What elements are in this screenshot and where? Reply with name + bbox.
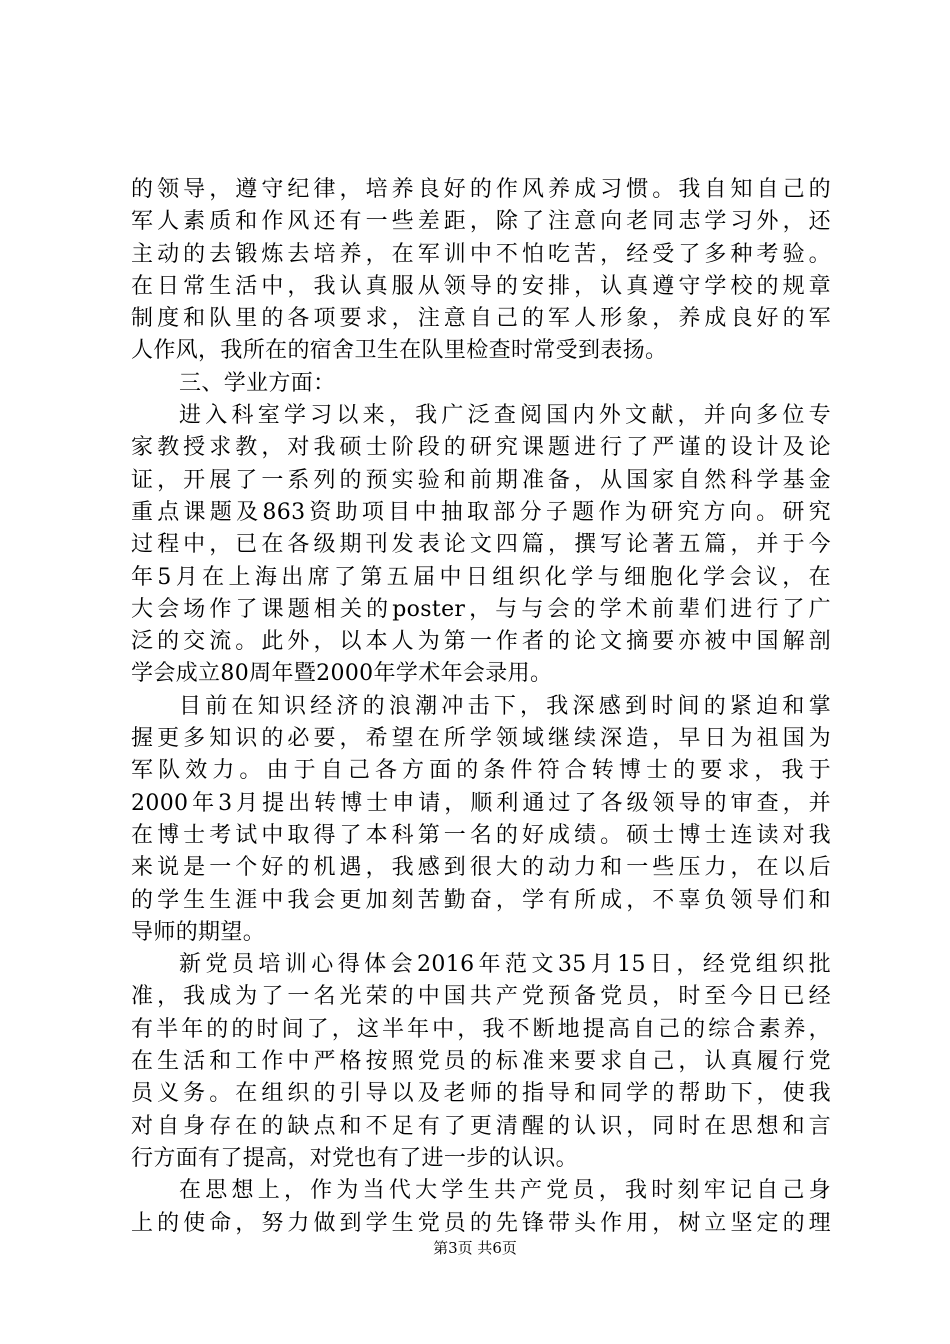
text-line: 重点课题及863资助项目中抽取部分子题作为研究方向。研究 bbox=[131, 499, 831, 525]
text-line: 主动的去锻炼去培养，在军训中不怕吃苦，经受了多种考验。 bbox=[131, 241, 831, 267]
text-line: 在思想上，作为当代大学生共产党员，我时刻牢记自己身 bbox=[179, 1178, 831, 1204]
text-line: 过程中，已在各级期刊发表论文四篇，撰写论著五篇，并于今 bbox=[131, 532, 831, 558]
text-line: 准，我成为了一名光荣的中国共产党预备党员，时至今日已经 bbox=[131, 984, 831, 1010]
text-line: 军人素质和作风还有一些差距，除了注意向老同志学习外，还 bbox=[131, 209, 831, 235]
text-line: 新党员培训心得体会2016年范文35月15日，经党组织批 bbox=[179, 952, 831, 978]
text-line: 在日常生活中，我认真服从领导的安排，认真遵守学校的规章 bbox=[131, 273, 831, 299]
text-line: 行方面有了提高，对党也有了进一步的认识。 bbox=[131, 1145, 579, 1171]
text-line: 三、学业方面： bbox=[179, 370, 336, 396]
text-line: 来说是一个好的机遇，我感到很大的动力和一些压力，在以后 bbox=[131, 855, 831, 881]
text-line: 的领导，遵守纪律，培养良好的作风养成习惯。我自知自己的 bbox=[131, 177, 831, 202]
text-line: 上的使命，努力做到学生党员的先锋带头作用，树立坚定的理 bbox=[131, 1210, 831, 1236]
text-line: 的学生生涯中我会更加刻苦勤奋，学有所成，不辜负领导们和 bbox=[131, 887, 831, 913]
text-line: 学会成立80周年暨2000年学术年会录用。 bbox=[131, 661, 553, 687]
text-line: 目前在知识经济的浪潮冲击下，我深感到时间的紧迫和掌 bbox=[179, 693, 831, 719]
text-line: 进入科室学习以来，我广泛查阅国内外文献，并向多位专 bbox=[179, 403, 831, 429]
text-line: 在生活和工作中严格按照党员的标准来要求自己，认真履行党 bbox=[131, 1049, 831, 1075]
document-body bbox=[131, 174, 831, 1240]
text-line: 制度和队里的各项要求，注意自己的军人形象，养成良好的军 bbox=[131, 306, 831, 332]
text-line: 有半年的的时间了，这半年中，我不断地提高自己的综合素养， bbox=[131, 1016, 831, 1042]
text-line: 在博士考试中取得了本科第一名的好成绩。硕士博士连读对我 bbox=[131, 822, 831, 848]
text-line: 年5月在上海出席了第五届中日组织化学与细胞化学会议，在 bbox=[131, 564, 831, 590]
page-footer: 第3页 共6页 bbox=[433, 1239, 517, 1257]
text-line: 导师的期望。 bbox=[131, 919, 266, 945]
text-line: 2000年3月提出转博士申请，顺利通过了各级领导的审查，并 bbox=[131, 790, 831, 816]
text-line: 证，开展了一系列的预实验和前期准备，从国家自然科学基金 bbox=[131, 467, 831, 493]
text-line: 家教授求教，对我硕士阶段的研究课题进行了严谨的设计及论 bbox=[131, 435, 831, 461]
text-line: 大会场作了课题相关的poster，与与会的学术前辈们进行了广 bbox=[131, 596, 831, 622]
text-line: 泛的交流。此外，以本人为第一作者的论文摘要亦被中国解剖 bbox=[131, 629, 831, 655]
text-line: 军队效力。由于自己各方面的条件符合转博士的要求，我于 bbox=[131, 758, 831, 784]
text-line: 握更多知识的必要，希望在所学领域继续深造，早日为祖国为 bbox=[131, 726, 831, 752]
text-line: 对自身存在的缺点和不足有了更清醒的认识，同时在思想和言 bbox=[131, 1113, 831, 1139]
text-line: 员义务。在组织的引导以及老师的指导和同学的帮助下，使我 bbox=[131, 1081, 831, 1107]
text-line: 人作风，我所在的宿舍卫生在队里检查时常受到表扬。 bbox=[131, 338, 668, 364]
